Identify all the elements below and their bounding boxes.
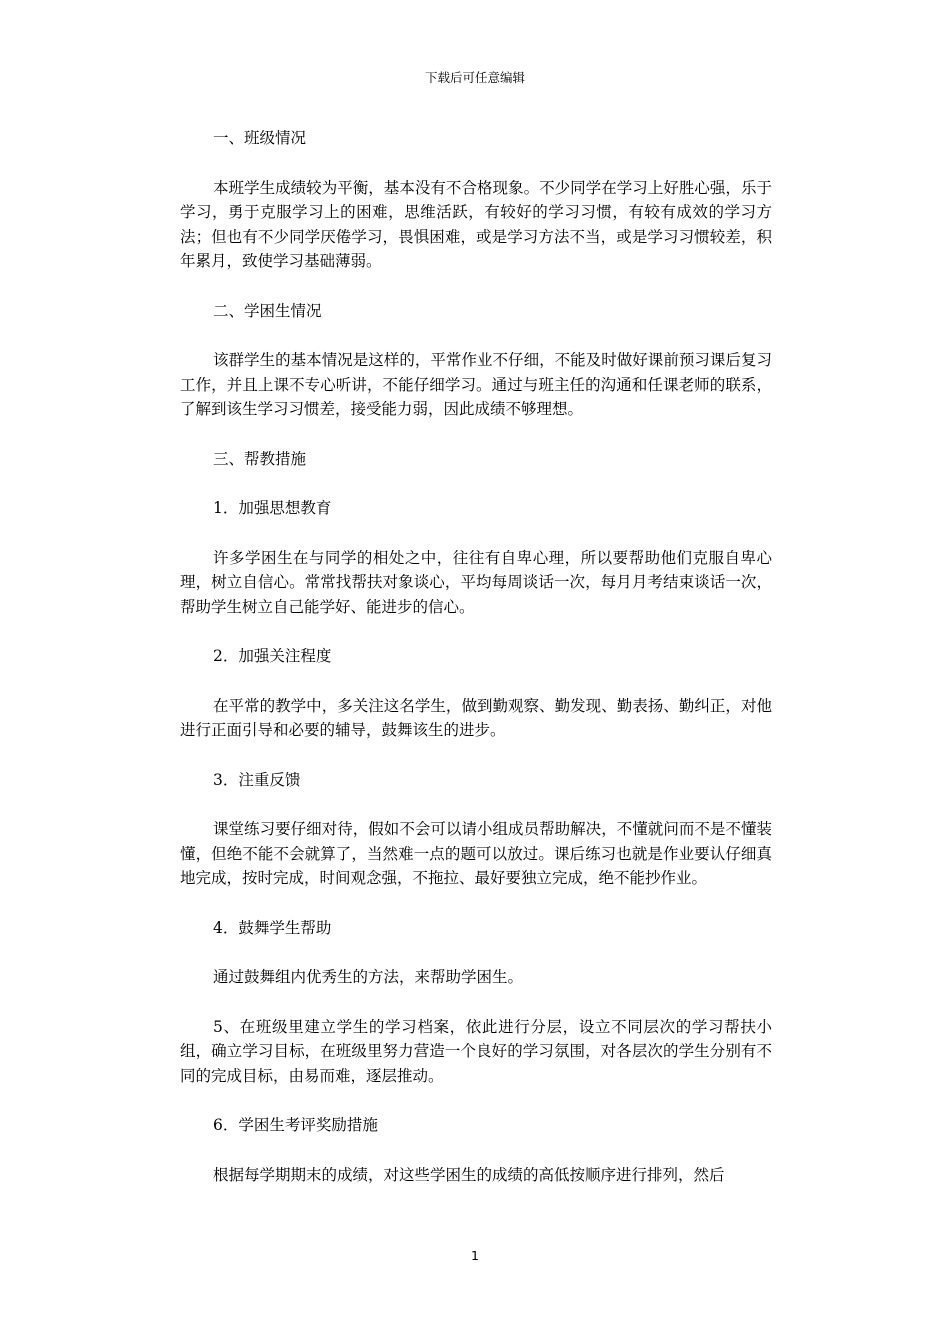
paragraph-attention: 在平常的教学中，多关注这名学生，做到勤观察、勤发现、勤表扬、勤纠正，对他进行正面引导和必要的辅导，鼓舞该生的进步。 (180, 696, 772, 739)
document-body (180, 126, 772, 1212)
subheading-feedback: 3．注重反馈 (213, 770, 301, 789)
paragraph-learning-records: 5、在班级里建立学生的学习档案，依此进行分层，设立不同层次的学习帮扶小组，确立学习目标，在班级里努力营造一个良好的学习氛围，对各层次的学生分别有不同的完成目标，由易而难，逐层推动。 (180, 1017, 772, 1085)
paragraph-peer-help: 通过鼓舞组内优秀生的方法，来帮助学困生。 (213, 968, 524, 986)
page-header: 下载后可任意编辑 (424, 70, 525, 85)
subheading-peer-help: 4．鼓舞学生帮助 (213, 918, 332, 937)
section-heading-class-situation: 一、班级情况 (213, 129, 307, 147)
paragraph-ideological-education: 许多学困生在与同学的相处之中，往往有自卑心理，所以要帮助他们克服自卑心理，树立自信心。常常找帮扶对象谈心，平均每周谈话一次，每月月考结束谈话一次，帮助学生树立自己能学好、能进步的信心。 (180, 548, 772, 616)
paragraph-evaluation-rewards: 根据每学期期末的成绩，对这些学困生的成绩的高低按顺序进行排列，然后 (213, 1165, 725, 1184)
paragraph-class-situation: 本班学生成绩较为平衡，基本没有不合格现象。不少同学在学习上好胜心强，乐于学习，勇于克服学习上的困难，思维活跃，有较好的学习习惯，有较有成效的学习方法；但也有不少同学厌倦学习，畏惧困难，或是学习方法不当，或是学习习惯较差，积年累月，致使学习基础薄弱。 (180, 178, 772, 270)
subheading-ideological-education: 1．加强思想教育 (213, 499, 332, 517)
page-number: 1 (471, 1248, 479, 1263)
paragraph-struggling-students: 该群学生的基本情况是这样的，平常作业不仔细，不能及时做好课前预习课后复习工作，并且上课不专心听讲，不能仔细学习。通过与班主任的沟通和任课老师的联系，了解到该生学习习惯差，接受能力弱，因此成绩不够理想。 (180, 351, 772, 418)
section-heading-struggling-students: 二、学困生情况 (213, 301, 322, 320)
subheading-evaluation-rewards: 6．学困生考评奖励措施 (213, 1116, 378, 1134)
subheading-attention: 2．加强关注程度 (213, 647, 332, 665)
section-heading-measures: 三、帮教措施 (213, 449, 307, 468)
paragraph-feedback: 课堂练习要仔细对待，假如不会可以请小组成员帮助解决，不懂就问而不是不懂装懂，但绝不能不会就算了，当然难一点的题可以放过。课后练习也就是作业要认仔细真地完成，按时完成，时间观念强，不拖拉、最好要独立完成，绝不能抄作业。 (180, 820, 772, 887)
